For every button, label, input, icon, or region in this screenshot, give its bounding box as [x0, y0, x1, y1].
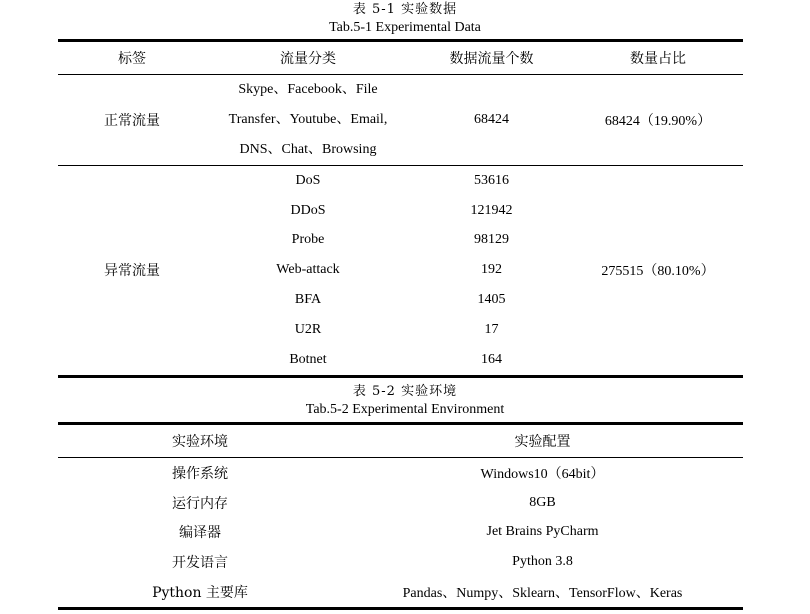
- abnormal-count: 1405: [477, 292, 506, 308]
- table1-caption-zh: 表 5-1 实验数据: [352, 2, 458, 17]
- header-configuration: 实验配置: [342, 424, 743, 458]
- env-config: Jet Brains PyCharm: [486, 524, 599, 540]
- table-row-normal: [58, 75, 743, 166]
- table2-caption-zh: 表 5-2 实验环境: [352, 384, 458, 399]
- table1-caption-en: Tab.5-1 Experimental Data: [329, 20, 481, 35]
- abnormal-label: 异常流量: [58, 166, 206, 377]
- table1-header-row: [58, 41, 743, 75]
- normal-count: 68424: [410, 75, 573, 166]
- abnormal-type: DoS: [295, 172, 321, 188]
- normal-types-line: Skype、Facebook、File: [238, 82, 378, 97]
- header-traffic-type: 流量分类: [206, 41, 410, 75]
- table-row: [58, 458, 743, 488]
- abnormal-count: 53616: [474, 172, 509, 188]
- abnormal-count: 17: [484, 321, 499, 337]
- abnormal-type: Probe: [291, 232, 325, 248]
- normal-types-line: DNS、Chat、Browsing: [239, 142, 377, 157]
- table-row: [58, 518, 743, 548]
- abnormal-count: 192: [481, 262, 502, 278]
- env-config: Python 3.8: [512, 554, 573, 570]
- abnormal-count: 98129: [474, 232, 509, 248]
- table-row: [58, 166, 743, 196]
- env-config: 8GB: [529, 494, 556, 510]
- table2-header-row: [58, 424, 743, 458]
- header-flow-count: 数据流量个数: [410, 41, 573, 75]
- table2-caption-en: Tab.5-2 Experimental Environment: [305, 402, 505, 417]
- experimental-data-table: [58, 39, 743, 378]
- header-ratio: 数量占比: [573, 41, 743, 75]
- table-row: [58, 488, 743, 518]
- abnormal-type: Botnet: [206, 345, 410, 376]
- abnormal-type: DDoS: [290, 202, 326, 218]
- abnormal-count: 121942: [470, 202, 513, 218]
- env-name: 操作系统: [172, 465, 228, 482]
- normal-ratio: 68424（19.90%）: [573, 75, 743, 166]
- env-name: Python 主要库: [58, 577, 342, 608]
- normal-label: 正常流量: [58, 75, 206, 166]
- abnormal-count: 164: [410, 345, 573, 376]
- env-config: Windows10（64bit）: [480, 466, 605, 482]
- table2-caption: [0, 383, 810, 419]
- env-config: Pandas、Numpy、Sklearn、TensorFlow、Keras: [342, 577, 743, 608]
- abnormal-ratio: 275515（80.10%）: [573, 166, 743, 377]
- env-name: 开发语言: [172, 555, 228, 572]
- normal-types: [206, 75, 410, 166]
- header-label: 标签: [58, 41, 206, 75]
- header-environment: 实验环境: [58, 424, 342, 458]
- table1-caption: [0, 1, 810, 37]
- abnormal-type: BFA: [294, 292, 322, 308]
- normal-types-line: Transfer、Youtube、Email,: [228, 112, 388, 127]
- table-row: [58, 547, 743, 577]
- table-row: [58, 577, 743, 608]
- env-name: 编译器: [179, 525, 221, 542]
- experimental-environment-table: [58, 422, 743, 610]
- env-name: 运行内存: [172, 495, 228, 512]
- abnormal-type: U2R: [294, 321, 322, 337]
- abnormal-type: Web-attack: [276, 262, 340, 278]
